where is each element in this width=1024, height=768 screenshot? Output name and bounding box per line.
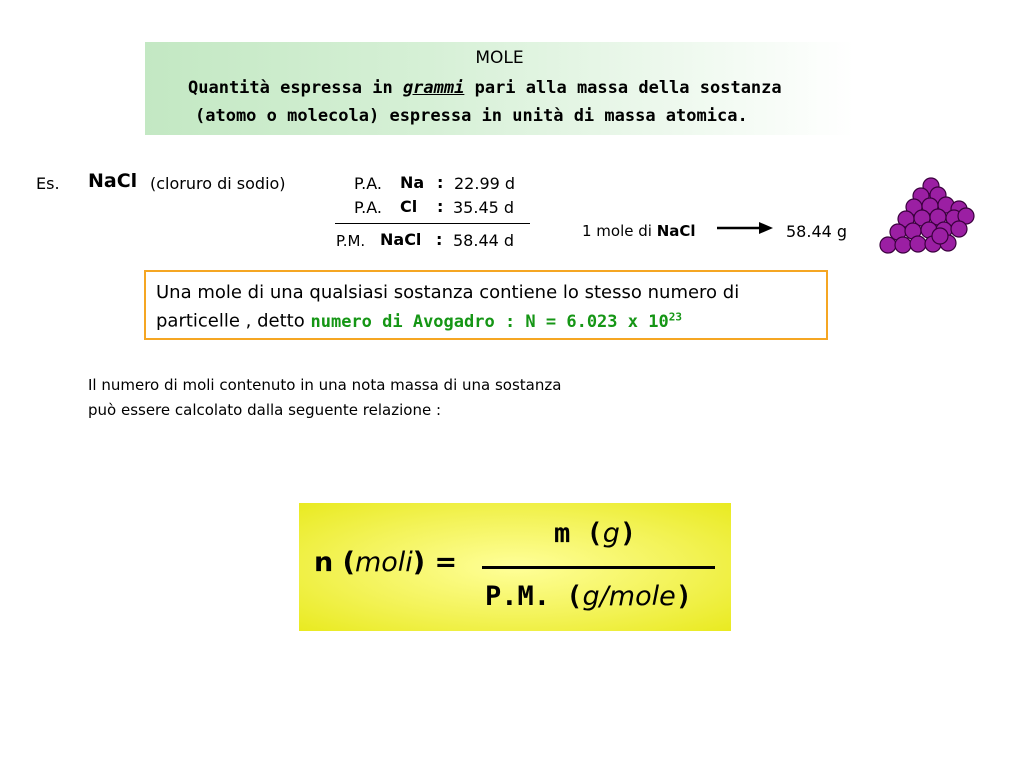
formula-denominator: P.M. (g/mole) bbox=[485, 581, 692, 612]
mole-definition-line2: (atomo o molecola) espressa in unità di massa atomica. bbox=[195, 106, 748, 126]
sum-divider bbox=[335, 223, 530, 224]
pm-prefix: P.M. bbox=[336, 232, 366, 250]
mole-definition-box bbox=[145, 42, 854, 135]
mole-mass-value: 58.44 g bbox=[786, 222, 848, 241]
relation-line1: Il numero di moli contenuto in una nota massa di una sostanza bbox=[88, 376, 562, 394]
fraction-line bbox=[482, 566, 715, 569]
arrow-right-icon bbox=[717, 220, 773, 236]
one-mole-label: 1 mole di NaCl bbox=[582, 222, 696, 240]
formula-numerator: m (g) bbox=[554, 518, 637, 549]
example-label: Es. bbox=[36, 174, 60, 193]
pm-colon: : bbox=[436, 230, 443, 249]
avogadro-line1: Una mole di una qualsiasi sostanza contiene lo stesso numero di bbox=[156, 282, 740, 303]
grammi-emphasis: grammi bbox=[402, 78, 465, 98]
grapes-icon bbox=[876, 176, 978, 258]
formula-box bbox=[299, 503, 731, 631]
mole-title: MOLE bbox=[475, 48, 524, 68]
avogadro-box bbox=[144, 270, 828, 340]
pa-na-colon: : bbox=[437, 173, 444, 192]
example-compound: NaCl bbox=[88, 170, 138, 192]
pm-compound: NaCl bbox=[380, 230, 422, 249]
pa-cl-element: Cl bbox=[400, 197, 418, 216]
pm-value: 58.44 d bbox=[453, 231, 515, 250]
avogadro-number: numero di Avogadro : N = 6.023 x $10^{23}$ bbox=[310, 310, 682, 332]
example-compound-name: (cloruro di sodio) bbox=[150, 174, 286, 193]
pa-cl-colon: : bbox=[437, 197, 444, 216]
pa-cl-prefix: P.A. bbox=[354, 198, 382, 217]
pa-cl-value: 35.45 d bbox=[453, 198, 515, 217]
avogadro-line2: particelle , detto numero di Avogadro : N = 6.023 x $10^{23}$ bbox=[156, 310, 682, 332]
relation-line2: può essere calcolato dalla seguente relazione : bbox=[88, 401, 442, 419]
pa-na-prefix: P.A. bbox=[354, 174, 382, 193]
formula-lhs: n (moli) = bbox=[314, 547, 458, 578]
mole-definition-line1: Quantità espressa in grammi pari alla massa della sostanza bbox=[188, 78, 782, 98]
pa-na-value: 22.99 d bbox=[454, 174, 516, 193]
pa-na-element: Na bbox=[400, 173, 425, 192]
